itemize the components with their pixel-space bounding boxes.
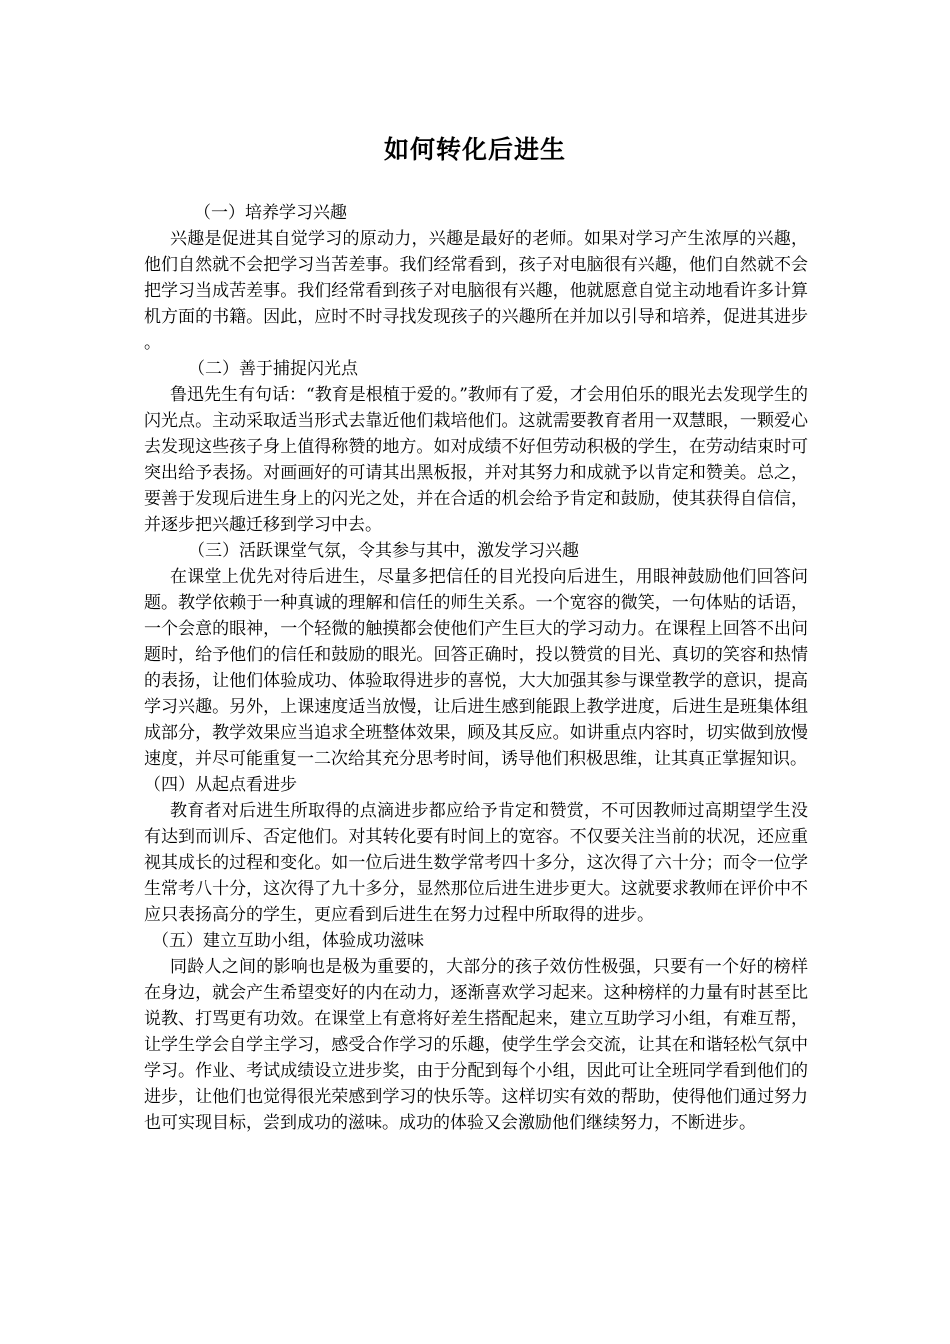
section-heading-3: （三）活跃课堂气氛，令其参与其中，激发学习兴趣 [188, 541, 579, 561]
document-body [144, 200, 808, 1136]
section-paragraph-5: 同龄人之间的影响也是极为重要的，大部分的孩子效仿性极强，只要有一个好的榜样在身边，就会产生希望变好的内在动力，逐渐喜欢学习起来。这种榜样的力量有时甚至比说教、打骂更有功效。在课堂上有意将好差生搭配起来，建立互助学习小组，有难互帮，让学生学会自学主学习，感受合作学习的乐趣，使学生学会交流，让其在和谐轻松气氛中学习。作业、考试成绩设立进步奖，由于分配到每个小组，因此可让全班同学看到他们的进步，让他们也觉得很光荣感到学习的快乐等。这样切实有效的帮助，使得他们通过努力也可实现目标，尝到成功的滋味。成功的体验又会激励他们继续努力，不断进步。 [144, 957, 808, 1133]
section-paragraph-2: 鲁迅先生有句话：“教育是根植于爱的。”教师有了爱，才会用伯乐的眼光去发现学生的闪光点。主动采取适当形式去靠近他们栽培他们。这就需要教育者用一双慧眼，一颗爱心去发现这些孩子身上值得称赞的地方。如对成绩不好但劳动积极的学生，在劳动结束时可突出给予表扬。对画画好的可请其出黑板报，并对其努力和成就予以肯定和赞美。总之，要善于发现后进生身上的闪光之处，并在合适的机会给予肯定和鼓励，使其获得自信信，并逐步把兴趣迁移到学习中去。 [144, 385, 808, 535]
section-paragraph-3: 在课堂上优先对待后进生，尽量多把信任的目光投向后进生，用眼神鼓励他们回答问题。教学依赖于一种真诚的理解和信任的师生关系。一个宽容的微笑，一句体贴的话语，一个会意的眼神，一个轻微的触摸都会使他们产生巨大的学习动力。在课程上回答不出问题时，给予他们的信任和鼓励的眼光。回答正确时，投以赞赏的目光、真切的笑容和热情的表扬，让他们体验成功、体验取得进步的喜悦，大大加强其参与课堂教学的意识，提高学习兴趣。另外，上课速度适当放慢，让后进生感到能跟上教学进度，后进生是班集体组成部分，教学效果应当追求全班整体效果，顾及其反应。如讲重点内容时，切实做到放慢速度，并尽可能重复一二次给其充分思考时间，诱导他们积极思维，让其真正掌握知识。 [144, 567, 808, 769]
section-heading-5: （五）建立互助小组，体验成功滋味 [152, 931, 424, 951]
section-paragraph-4: 教育者对后进生所取得的点滴进步都应给予肯定和赞赏，不可因教师过高期望学生没有达到而训斥、否定他们。对其转化要有时间上的宽容。不仅要关注当前的状况，还应重视其成长的过程和变化。如一位后进生数学常考四十多分，这次得了六十分；而令一位学生常考八十分，这次得了九十多分，显然那位后进生进步更大。这就要求教师在评价中不应只表扬高分的学生，更应看到后进生在努力过程中所取得的进步。 [144, 801, 808, 925]
section-heading-2: （二）善于捕捉闪光点 [188, 359, 358, 379]
section-heading-1: （一）培养学习兴趣 [194, 203, 347, 223]
section-paragraph-1: 兴趣是促进其自觉学习的原动力，兴趣是最好的老师。如果对学习产生浓厚的兴趣，他们自然就不会把学习当苦差事。我们经常看到，孩子对电脑很有兴趣，他们自然就不会把学习当成苦差事。我们经常看到孩子对电脑很有兴趣，他就愿意自觉主动地看许多计算机方面的书籍。因此，应时不时寻找发现孩子的兴趣所在并加以引导和培养，促进其进步。 [144, 229, 808, 353]
document-title: 如何转化后进生 [383, 135, 566, 164]
section-heading-4: （四）从起点看进步 [144, 775, 297, 795]
